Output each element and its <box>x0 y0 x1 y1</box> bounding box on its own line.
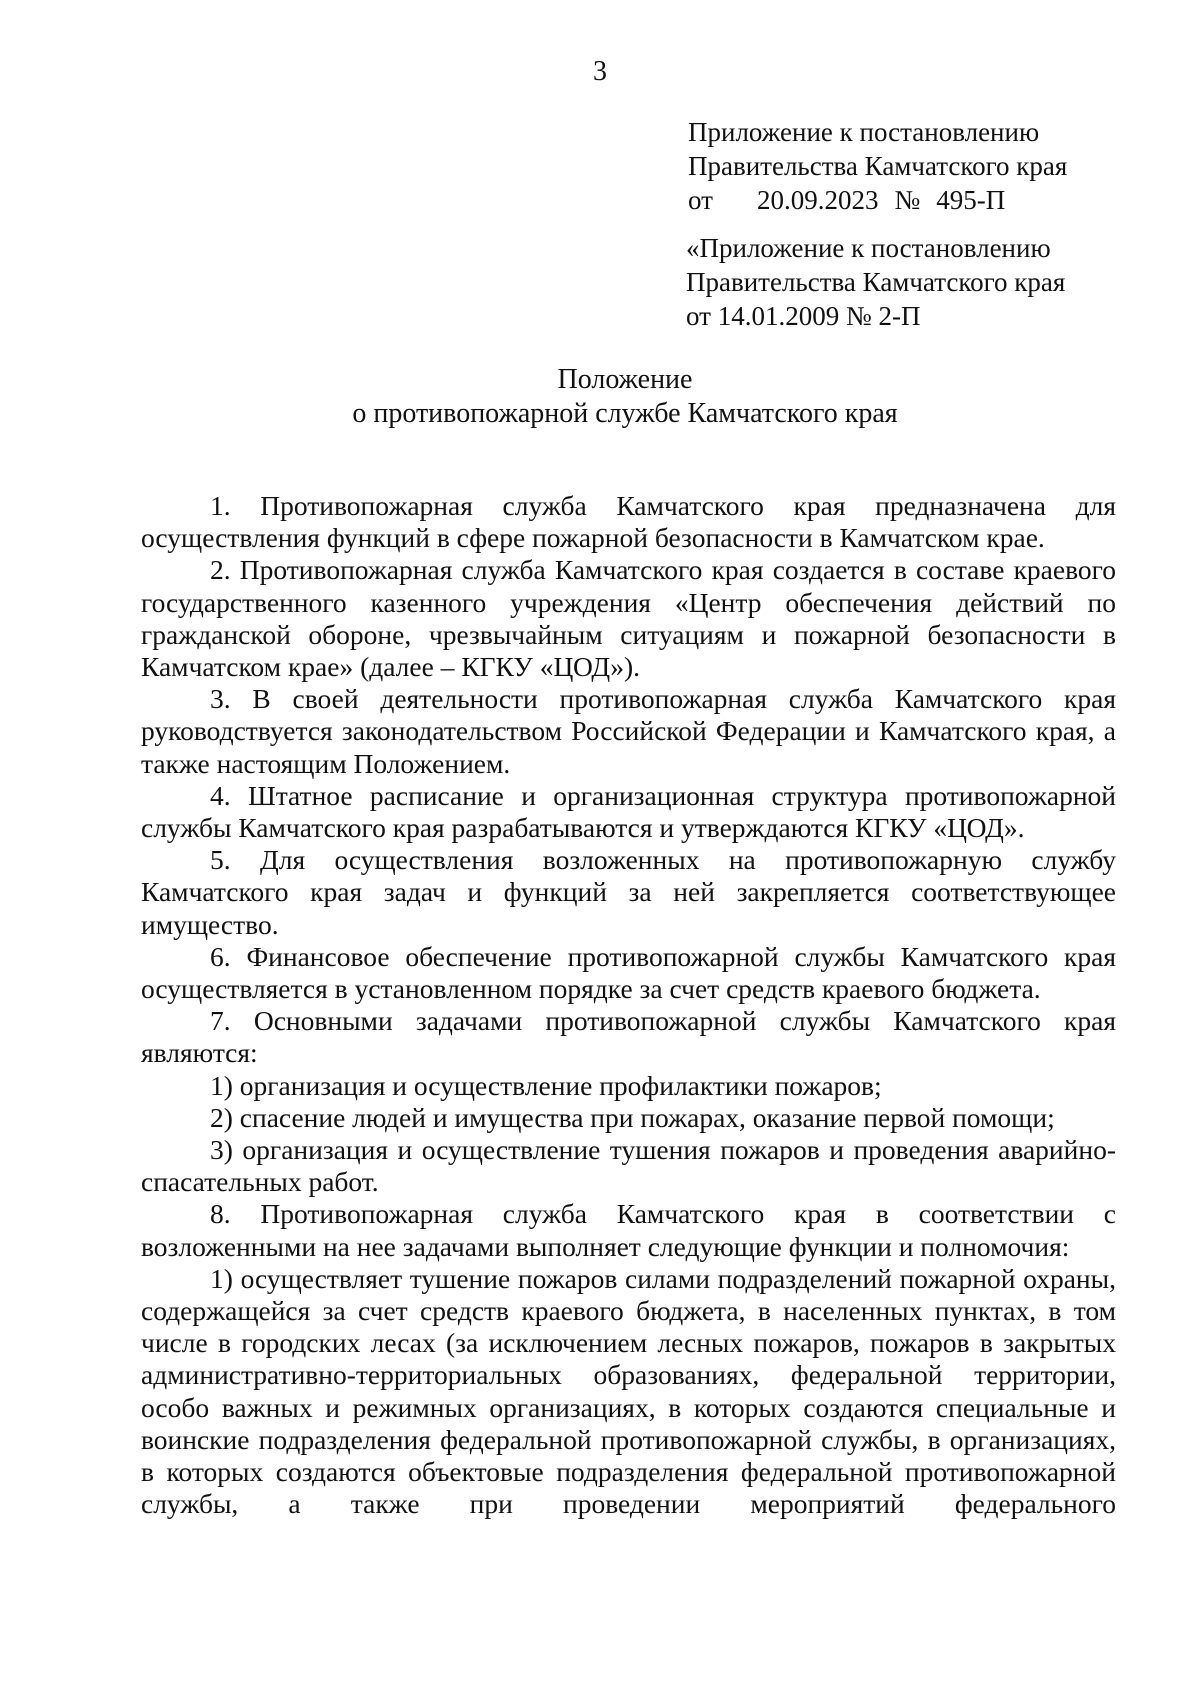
paragraph: 7. Основными задачами противопожарной службы Камчатского края являются: <box>141 1005 1116 1069</box>
paragraph: 5. Для осуществления возложенных на противопожарную службу Камчатского края задач и функций за ней закрепляется соответствующее имущество. <box>141 844 1116 940</box>
paragraph: 3. В своей деятельности противопожарная служба Камчатского края руководствуется законодательством Российской Федерации и Камчатского края, а также настоящим Положением. <box>141 683 1116 779</box>
appendix-current-block <box>688 115 1158 217</box>
appendix-current-date-line <box>688 183 1158 217</box>
paragraph: 1. Противопожарная служба Камчатского края предназначена для осуществления функций в сфере пожарной безопасности в Камчатском крае. <box>141 490 1116 554</box>
paragraph: 6. Финансовое обеспечение противопожарной службы Камчатского края осуществляется в установленном порядке за счет средств краевого бюджета. <box>141 940 1116 1005</box>
list-item: 1) осуществляет тушение пожаров силами подразделений пожарной охраны, содержащейся за счет средств краевого бюджета, в населенных пунктах, в том числе в городских лесах (за исключением лесных пожаров, пожаров в закрытых административно-территориальных образованиях, федеральной территории, особо важных и режимных организациях, в которых создаются специальные и воинские подразделения федеральной противопожарной службы, в организациях, в которых создаются объектовые подразделения федеральной противопожарной службы, а также при проведении мероприятий федерального <box>141 1262 1116 1520</box>
list-item: 3) организация и осуществление тушения пожаров и проведения аварийно-спасательных работ. <box>141 1134 1116 1198</box>
appendix-number: 495-П <box>936 185 1006 215</box>
appendix-from-label: от <box>688 185 713 215</box>
appendix-original-line1: «Приложение к постановлению <box>686 233 1051 263</box>
appendix-original-line2: Правительства Камчатского края <box>686 267 1066 297</box>
appendix-current-line2: Правительства Камчатского края <box>688 151 1068 181</box>
list-item: 2) спасение людей и имущества при пожарах, оказание первой помощи; <box>210 1101 1055 1133</box>
page-number: 3 <box>593 56 607 87</box>
document-title <box>0 363 1200 431</box>
appendix-number-sign: № <box>894 185 921 215</box>
title-line2: о противопожарной службе Камчатского края <box>352 398 898 429</box>
document-body <box>141 490 1116 1521</box>
list-item: 1) организация и осуществление профилактики пожаров; <box>210 1069 882 1101</box>
appendix-original-block <box>686 231 1156 333</box>
paragraph: 8. Противопожарная служба Камчатского края в соответствии с возложенными на нее задачами выполняет следующие функции и полномочия: <box>141 1198 1116 1262</box>
appendix-date: 20.09.2023 <box>756 185 879 215</box>
appendix-original-line3: от 14.01.2009 № 2-П <box>686 301 921 331</box>
paragraph: 4. Штатное расписание и организационная структура противопожарной службы Камчатского края разрабатываются и утверждаются КГКУ «ЦОД». <box>141 779 1116 844</box>
title-line1: Положение <box>557 364 693 395</box>
appendix-current-line1: Приложение к постановлению <box>688 117 1040 147</box>
paragraph: 2. Противопожарная служба Камчатского края создается в составе краевого государственного казенного учреждения «Центр обеспечения действий по гражданской обороне, чрезвычайным ситуациям и пожарной безопасности в Камчатском крае» (далее – КГКУ «ЦОД»). <box>141 554 1116 683</box>
